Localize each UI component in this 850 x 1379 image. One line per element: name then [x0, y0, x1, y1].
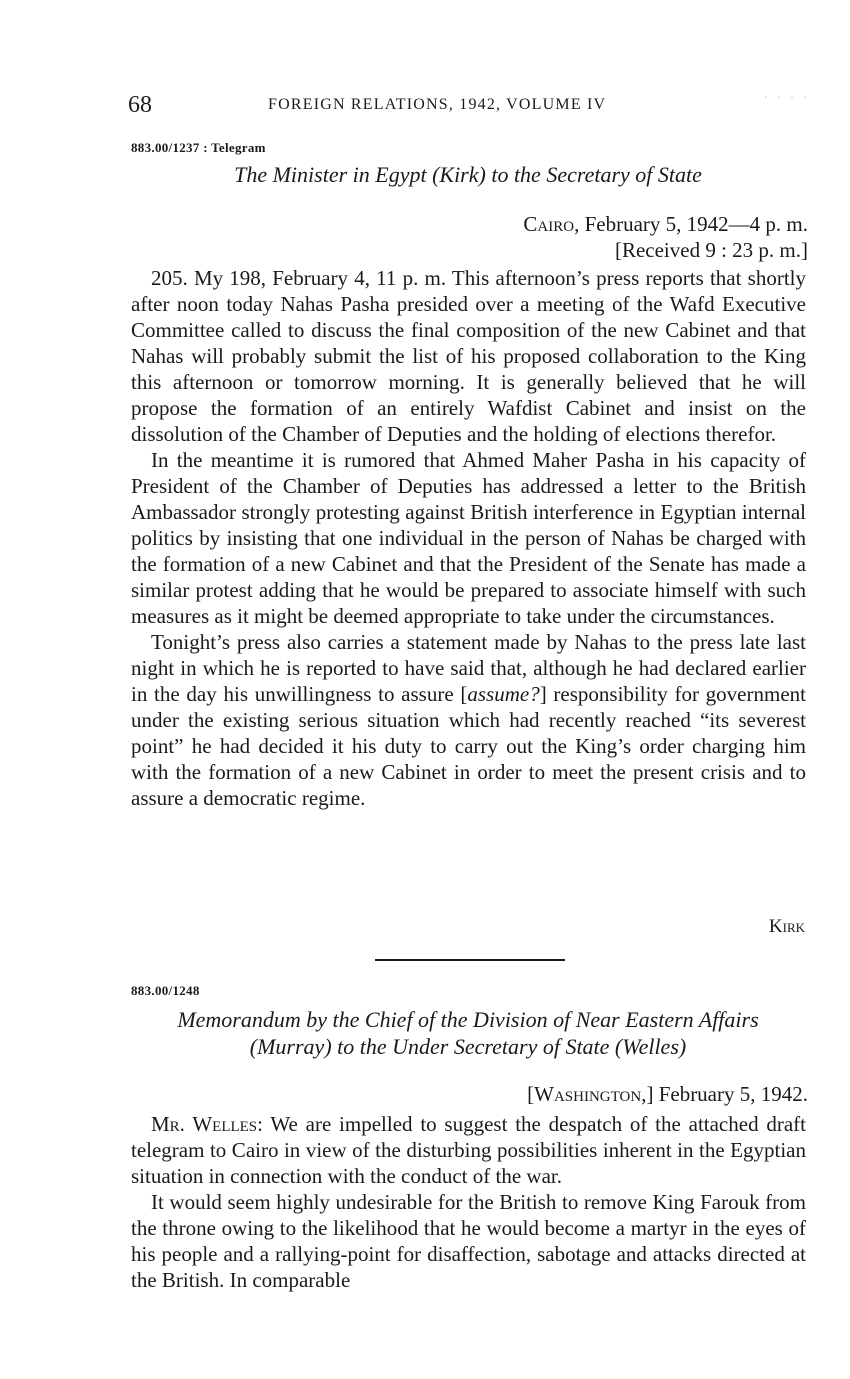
telegram-dateline — [523, 212, 808, 263]
editorial-insertion: assume? — [467, 682, 540, 706]
memorandum-paragraph: It would seem highly undesirable for the British to remove King Farouk from the throne owing to the likelihood that he would become a martyr in the eyes of his people and a rallying-point for disaffection, sabotage and attacks directed at the British. In comparable — [131, 1190, 806, 1292]
paragraph-text: ] responsibility for government under the existing serious situation which had recently reached “its severest point” he had decided it his duty to carry out the King’s order charging him with the formation of a new Cabinet in order to meet the present crisis and to assure a democratic regime. — [131, 682, 806, 810]
memorandum-heading — [128, 1006, 808, 1060]
page-number: 68 — [128, 92, 152, 118]
memorandum-body — [131, 1111, 806, 1293]
paragraph-text: Tonight’s press also carries a statement made by Nahas to the press late last night in which he is reported to have said that, although he had declared earlier in the day his unwillingness to assure [ — [131, 630, 806, 706]
dateline-place: [Washington,] — [527, 1082, 654, 1106]
memorandum-paragraph — [131, 1111, 806, 1189]
telegram-file-number: 883.00/1237 : Telegram — [131, 140, 266, 155]
scan-artifact: · · · · — [764, 90, 810, 104]
signature: Kirk — [768, 916, 805, 937]
memorandum-file-number: 883.00/1248 — [131, 983, 200, 998]
memorandum-dateline — [527, 1082, 808, 1108]
paragraph-text: : We are impelled to suggest the despatch of the attached draft telegram to Cairo in view of the disturbing possibilities inherent in the Egyptian situation in connection with the conduct of the war. — [131, 1112, 806, 1188]
telegram-paragraph: In the meantime it is rumored that Ahmed Maher Pasha in his capacity of President of the Chamber of Deputies has addressed a letter to the British Ambassador strongly protesting against British interference in Egyptian internal politics by insisting that one individual in the person of Nahas be charged with the formation of a new Cabinet and that the President of the Senate has made a similar protest adding that he would be prepared to associate himself with such measures as it might be deemed appropriate to take under the circumstances. — [131, 448, 806, 628]
running-head — [128, 92, 808, 122]
telegram-heading: The Minister in Egypt (Kirk) to the Secretary of State — [234, 162, 702, 187]
salutation: Mr. Welles — [151, 1112, 258, 1136]
telegram-paragraph — [131, 629, 806, 811]
telegram-paragraph: 205. My 198, February 4, 11 p. m. This afternoon’s press reports that shortly after noon today Nahas Pasha presided over a meeting of the Wafd Executive Committee called to discuss the final composition of the new Cabinet and that Nahas will probably submit the list of his proposed collaboration to the King this afternoon or tomorrow morning. It is generally believed that he will propose the formation of an entirely Wafdist Cabinet and insist on the dissolution of the Chamber of Deputies and the holding of elections therefor. — [131, 266, 806, 446]
running-title: FOREIGN RELATIONS, 1942, VOLUME IV — [268, 96, 607, 113]
received-note: [Received 9 : 23 p. m.] — [614, 237, 808, 262]
memorandum-heading-line: (Murray) to the Under Secretary of State (Welles) — [249, 1034, 687, 1059]
telegram-body — [131, 265, 806, 811]
dateline-place: Cairo — [523, 212, 575, 236]
dateline-date: , February 5, 1942—4 p. m. — [574, 212, 808, 236]
dateline-date: February 5, 1942. — [653, 1082, 808, 1106]
memorandum-heading-line: Memorandum by the Chief of the Division of Near Eastern Affairs — [177, 1007, 759, 1032]
section-divider — [375, 959, 565, 961]
